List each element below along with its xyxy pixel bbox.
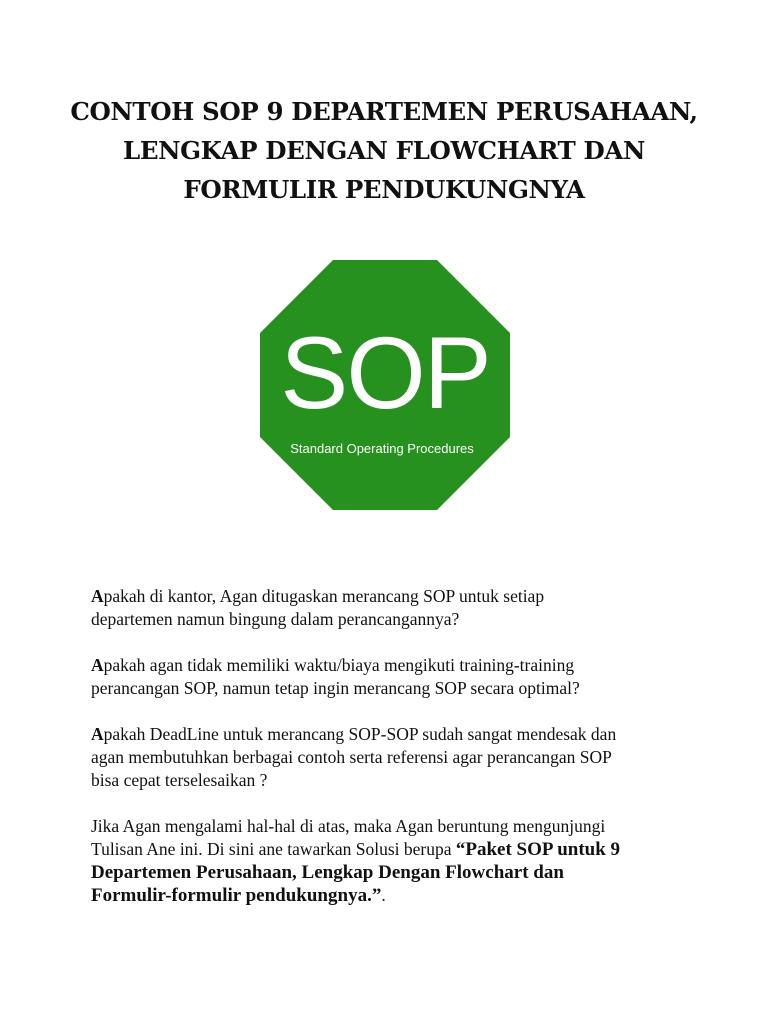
paragraph-3-text-1: pakah DeadLine untuk merancang SOP-SOP sudah sangat mendesak dan xyxy=(103,724,617,744)
paragraph-2-line-2: perancangan SOP, namun tetap ingin merancang SOP secara optimal? xyxy=(91,678,580,698)
drop-letter: A xyxy=(91,655,104,675)
paragraph-2-line-1 xyxy=(91,654,731,677)
paragraph-closing xyxy=(91,815,731,907)
paragraph-3-line-3: bisa cepat terselesaikan ? xyxy=(91,770,268,790)
paragraph-1 xyxy=(91,585,731,631)
sop-logo-icon xyxy=(260,260,510,510)
article-body xyxy=(91,585,731,930)
document-title xyxy=(40,92,728,209)
paragraph-3-line-1 xyxy=(91,723,731,746)
closing-line-4-end: . xyxy=(381,885,386,905)
title-line-1: CONTOH SOP 9 DEPARTEMEN PERUSAHAAN, xyxy=(70,97,698,126)
closing-line-1: Jika Agan mengalami hal-hal di atas, maka Agan beruntung mengunjungi xyxy=(91,816,606,836)
logo-big-text: SOP xyxy=(280,316,490,430)
closing-line-2-text: Tulisan Ane ini. Di sini ane tawarkan Solusi berupa xyxy=(91,839,456,859)
paragraph-1-line-2: departemen namun bingung dalam perancangannya? xyxy=(91,609,460,629)
closing-line-2 xyxy=(91,838,731,861)
drop-letter: A xyxy=(91,724,104,744)
paragraph-2-text-1: pakah agan tidak memiliki waktu/biaya mengikuti training-training xyxy=(103,655,575,675)
logo-small-text: Standard Operating Procedures xyxy=(290,441,474,456)
drop-letter: A xyxy=(91,586,104,606)
paragraph-1-line-1 xyxy=(91,585,731,608)
paragraph-3 xyxy=(91,723,731,792)
closing-line-4-bold: Formulir-formulir pendukungnya.” xyxy=(91,885,382,906)
title-line-3: FORMULIR PENDUKUNGNYA xyxy=(183,175,585,204)
closing-line-3: Departemen Perusahaan, Lengkap Dengan Flowchart dan xyxy=(91,862,564,883)
title-line-2: LENGKAP DENGAN FLOWCHART DAN xyxy=(123,136,645,165)
paragraph-2 xyxy=(91,654,731,700)
closing-line-2-bold: “Paket SOP untuk 9 xyxy=(455,839,621,860)
closing-line-4 xyxy=(91,884,731,907)
paragraph-3-line-2: agan membutuhkan berbagai contoh serta referensi agar perancangan SOP xyxy=(91,747,612,767)
paragraph-1-text-1: pakah di kantor, Agan ditugaskan merancang SOP untuk setiap xyxy=(103,586,545,606)
